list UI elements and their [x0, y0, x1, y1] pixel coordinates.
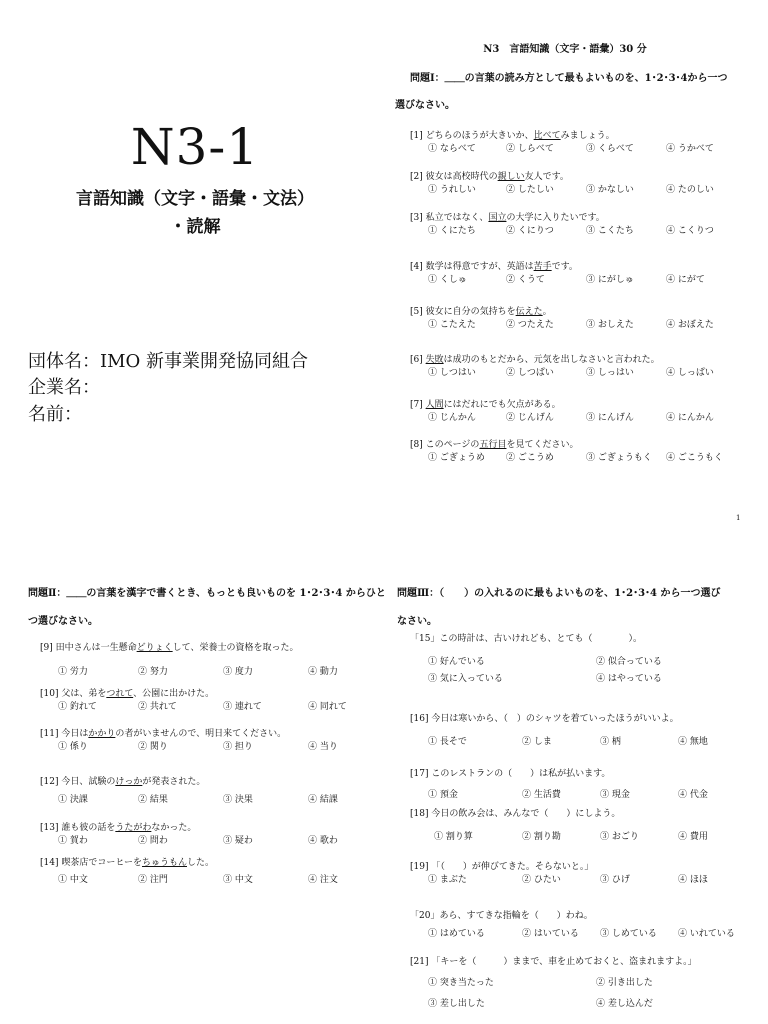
option-1[interactable]: ① 好んでいる [428, 657, 485, 667]
option-4[interactable]: ④ 無地 [678, 737, 708, 747]
option-4[interactable]: ④ いれている [678, 929, 735, 939]
option-3[interactable]: ③ 度力 [223, 667, 253, 677]
option-3[interactable]: ③ 中文 [223, 875, 253, 885]
option-1[interactable]: ① まぶた [428, 875, 467, 885]
option-1[interactable]: ① じんかん [428, 413, 476, 423]
question-stem: [4] 数学は得意ですが、英語は苦手です。 [410, 262, 578, 272]
question-16 [410, 711, 708, 747]
option-4[interactable]: ④ 同れて [308, 702, 347, 712]
option-1[interactable]: ① 預金 [428, 790, 458, 800]
option-2[interactable]: ② くうて [506, 275, 545, 285]
option-4[interactable]: ④ 差し込んだ [596, 999, 653, 1009]
question-stem: 「15」この時計は、古いけれども、とても（ ）。 [410, 634, 642, 644]
option-1[interactable]: ① 決課 [58, 795, 88, 805]
option-2[interactable]: ② 関り [138, 742, 168, 752]
option-2[interactable]: ② 努力 [138, 667, 168, 677]
section3-instruction: 問題Ⅲ：（ ）の入れるのに最もよいものを、1･2･3･4 から一つ選び [397, 588, 721, 599]
cover-subtitle-line1: 言語知識（文字・語彙・文法） [76, 189, 314, 209]
question-stem: [17] このレストランの（ ）は私が払います。 [410, 769, 611, 779]
option-2[interactable]: ② 注門 [138, 875, 168, 885]
option-1[interactable]: ① しつはい [428, 368, 476, 378]
question-4 [410, 259, 705, 285]
question-20 [410, 908, 735, 939]
option-3[interactable]: ③ くらべて [586, 144, 634, 154]
cover-subtitle-line2: ・読解 [169, 217, 221, 237]
question-stem: [7] 人間にはだれにでも欠点がある。 [410, 400, 561, 410]
option-3[interactable]: ③ 連れて [223, 702, 262, 712]
question-stem: [9] 田中さんは一生懸命どりょくして、栄養士の資格を取った。 [40, 643, 299, 653]
option-3[interactable]: ③ 担り [223, 742, 253, 752]
question-stem: [21] 「キーを（ ）ままで、車を止めておくと、盗まれますよ。」 [410, 957, 697, 967]
option-3[interactable]: ③ 気に入っている [428, 674, 503, 684]
question-stem: [12] 今日、試験のけっかが発表された。 [40, 777, 206, 787]
option-1[interactable]: ① 係り [58, 742, 88, 752]
option-2[interactable]: ② つたえた [506, 320, 554, 330]
question-17 [410, 766, 708, 800]
section1-instruction-cont: 選びなさい。 [395, 100, 455, 111]
option-4[interactable]: ④ 注文 [308, 875, 338, 885]
question-stem: [6] 失敗は成功のもとだから、元気を出しなさいと言われた。 [410, 355, 660, 365]
question-9 [40, 640, 338, 677]
question-10 [40, 686, 347, 712]
option-3[interactable]: ③ しめている [600, 929, 657, 939]
question-stem: [3] 私立ではなく、国立の大学に入りたいです。 [410, 213, 605, 223]
option-3[interactable]: ③ おごり [600, 832, 639, 842]
option-4[interactable]: ④ ほほ [678, 875, 708, 885]
section1-instruction: 問題Ⅰ：＿＿の言葉の読み方として最もよいものを、1･2･3･4から一つ [410, 73, 728, 84]
option-4[interactable]: ④ おぼえた [666, 320, 714, 330]
question-11 [40, 726, 338, 752]
option-3[interactable]: ③ にがしゅ [586, 275, 634, 285]
option-1[interactable]: ① 長そで [428, 737, 467, 747]
option-2[interactable]: ② くにりつ [506, 226, 554, 236]
option-3[interactable]: ③ にんげん [586, 413, 634, 423]
option-2[interactable]: ② じんげん [506, 413, 554, 423]
question-13 [40, 820, 338, 846]
option-3[interactable]: ③ かなしい [586, 185, 634, 195]
question-12 [40, 774, 338, 805]
option-1[interactable]: ① くにたち [428, 226, 476, 236]
organization-field: 団体名：IMO 新事業開発協同組合 [28, 351, 309, 372]
option-2[interactable]: ② 割り勘 [522, 832, 561, 842]
option-2[interactable]: ② しらべて [506, 144, 554, 154]
question-18 [410, 806, 708, 842]
option-2[interactable]: ② 問わ [138, 836, 168, 846]
section3-instruction-cont: なさい。 [397, 616, 437, 627]
question-stem: 「20」あら、すてきな指輪を（ ）わね。 [410, 911, 593, 921]
option-4[interactable]: ④ 歌わ [308, 836, 338, 846]
option-3[interactable]: ③ 柄 [600, 737, 621, 747]
question-stem: [14] 喫茶店でコーヒーをちゅうもんした。 [40, 858, 215, 868]
option-3[interactable]: ③ しっはい [586, 368, 634, 378]
option-1[interactable]: ① くしゅ [428, 275, 467, 285]
option-4[interactable]: ④ はやっている [596, 674, 662, 684]
question-5 [410, 304, 714, 330]
option-2[interactable]: ② 共れて [138, 702, 177, 712]
option-3[interactable]: ③ 疑わ [223, 836, 253, 846]
option-4[interactable]: ④ うかべて [666, 144, 714, 154]
exam-header: N3 言語知識（文字・語彙）30 分 [483, 44, 647, 55]
section2-instruction-cont: つ選びなさい。 [28, 616, 98, 627]
option-4[interactable]: ④ こくりつ [666, 226, 714, 236]
question-6 [410, 352, 714, 378]
option-2[interactable]: ② はいている [522, 929, 579, 939]
option-1[interactable]: ① うれしい [428, 185, 476, 195]
question-stem: [11] 今日はかかりの者がいませんので、明日来てください。 [40, 729, 287, 739]
option-1[interactable]: ① 釣れて [58, 702, 97, 712]
name-field: 名前： [28, 404, 82, 425]
option-1[interactable]: ① ならべて [428, 144, 476, 154]
option-2[interactable]: ② ひたい [522, 875, 561, 885]
option-3[interactable]: ③ こくたち [586, 226, 634, 236]
question-8 [410, 437, 723, 463]
option-4[interactable]: ④ 代金 [678, 790, 708, 800]
option-4[interactable]: ④ たのしい [666, 185, 714, 195]
option-3[interactable]: ③ ひげ [600, 875, 630, 885]
question-3 [410, 210, 714, 236]
option-4[interactable]: ④ 当り [308, 742, 338, 752]
question-stem: [18] 今日の飲み会は、みんなで（ ）にしよう。 [410, 809, 621, 819]
question-2 [410, 169, 714, 195]
option-3[interactable]: ③ おしえた [586, 320, 634, 330]
question-stem: [19] 「（ ）が伸びてきた。そらないと。」 [410, 862, 594, 872]
question-21 [410, 954, 697, 1009]
option-1[interactable]: ① 賀わ [58, 836, 88, 846]
cover-title: N3-1 [130, 118, 260, 176]
option-4[interactable]: ④ しっぱい [666, 368, 714, 378]
question-stem: [8] このページの五行目を見てください。 [410, 440, 579, 450]
question-stem: [2] 彼女は高校時代の親しい友人です。 [410, 172, 569, 182]
question-stem: [13] 誰も彼の話をうたがわなかった。 [40, 823, 197, 833]
option-2[interactable]: ② 結果 [138, 795, 168, 805]
company-field: 企業名： [28, 377, 100, 398]
option-2[interactable]: ② 似合っている [596, 657, 662, 667]
question-19 [410, 859, 708, 885]
option-2[interactable]: ② しま [522, 737, 552, 747]
option-4[interactable]: ④ にんかん [666, 413, 714, 423]
question-stem: [5] 彼女に自分の気持ちを伝えた。 [410, 307, 552, 317]
question-stem: [1] どちらのほうが大きいか、比べてみましょう。 [410, 131, 615, 141]
option-1[interactable]: ① 突き当たった [428, 978, 494, 988]
question-stem: [16] 今日は寒いから、（ ）のシャツを着ていったほうがいいよ。 [410, 714, 679, 724]
option-2[interactable]: ② ごこうめ [506, 453, 554, 463]
option-3[interactable]: ③ 現金 [600, 790, 630, 800]
option-4[interactable]: ④ ごこうもく [666, 453, 723, 463]
option-1[interactable]: ① ごぎょうめ [428, 453, 485, 463]
option-1[interactable]: ① 割り算 [434, 832, 473, 842]
option-3[interactable]: ③ 差し出した [428, 999, 485, 1009]
option-1[interactable]: ① 中文 [58, 875, 88, 885]
option-1[interactable]: ① こたえた [428, 320, 476, 330]
option-1[interactable]: ① はめている [428, 929, 485, 939]
question-1 [410, 128, 714, 154]
question-15 [410, 631, 662, 684]
option-2[interactable]: ② しつぱい [506, 368, 554, 378]
option-3[interactable]: ③ ごぎょうもく [586, 453, 652, 463]
option-4[interactable]: ④ にがて [666, 275, 705, 285]
section2-instruction: 問題Ⅱ：＿＿の言葉を漢字で書くとき、もっとも良いものを 1･2･3･4 からひと [28, 588, 386, 599]
option-2[interactable]: ② 引き出した [596, 978, 653, 988]
page-number: 1 [736, 514, 741, 522]
option-4[interactable]: ④ 動力 [308, 667, 338, 677]
question-stem: [10] 父は、弟をつれて、公園に出かけた。 [40, 689, 215, 699]
option-2[interactable]: ② したしい [506, 185, 554, 195]
option-4[interactable]: ④ 費用 [678, 832, 708, 842]
option-4[interactable]: ④ 結課 [308, 795, 338, 805]
option-1[interactable]: ① 労力 [58, 667, 88, 677]
question-14 [40, 855, 338, 885]
question-7 [410, 397, 714, 423]
option-3[interactable]: ③ 決果 [223, 795, 253, 805]
option-2[interactable]: ② 生活費 [522, 790, 561, 800]
